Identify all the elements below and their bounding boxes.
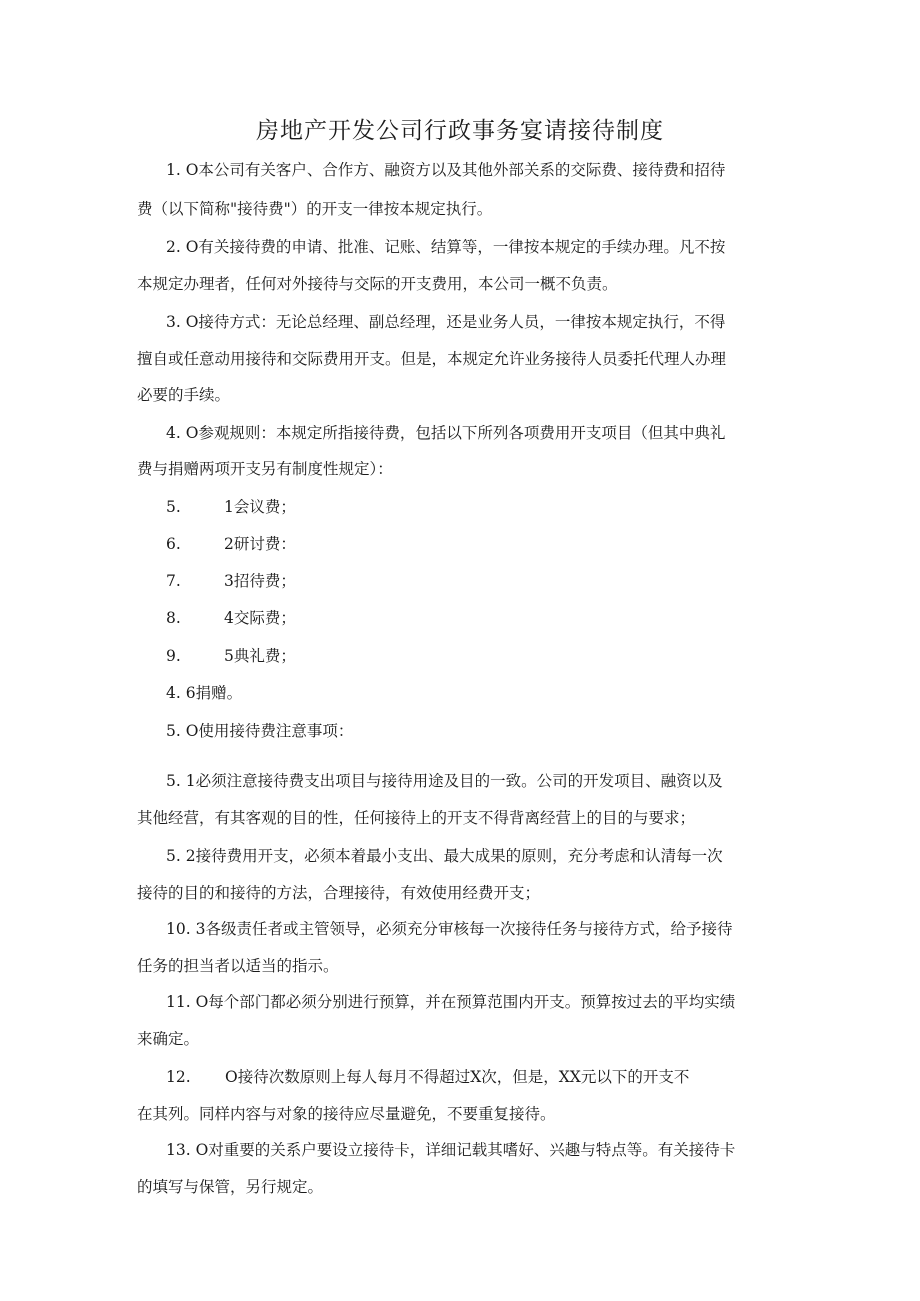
paragraph-12-line-1: 5. 1必须注意接待费支出项目与接待用途及目的一致。公司的开发项目、融资以及: [166, 772, 723, 790]
paragraph-16-line-2: 在其列。同样内容与对象的接待应尽量避免，不要重复接待。: [137, 1105, 556, 1123]
paragraph-13-line-1: 5. 2接待费用开支，必须本着最小支出、最大成果的原则，充分考虑和认清每一次: [166, 847, 723, 865]
paragraph-14-line-1: 10. 3各级责任者或主管领导，必须充分审核每一次接待任务与接待方式，给予接待: [166, 920, 733, 938]
list-item-number: 6.: [166, 535, 181, 553]
paragraph-3-line-1: 3. O接待方式：无论总经理、副总经理，还是业务人员，一律按本规定执行，不得: [166, 313, 726, 331]
paragraph-3-line-2: 擅自或任意动用接待和交际费用开支。但是，本规定允许业务接待人员委托代理人办理: [137, 350, 727, 368]
paragraph-1-line-2: 费（以下简称"接待费"）的开支一律按本规定执行。: [137, 200, 493, 218]
list-item-text: 3招待费；: [224, 572, 296, 590]
paragraph-11: 5. O使用接待费注意事项：: [166, 722, 354, 740]
list-item-number: 9.: [166, 647, 181, 665]
paragraph-17-line-1: 13. O对重要的关系户要设立接待卡，详细记载其嗜好、兴趣与特点等。有关接待卡: [166, 1141, 736, 1159]
list-item: [166, 496, 296, 518]
paragraph-12-line-2: 其他经营，有其客观的目的性，任何接待上的开支不得背离经营上的目的与要求；: [137, 809, 696, 827]
paragraph-17-line-2: 的填写与保管，另行规定。: [137, 1178, 324, 1196]
paragraph-10: 4. 6捐赠。: [166, 684, 243, 702]
list-item-text: 1会议费；: [224, 498, 296, 516]
list-item: [166, 607, 296, 629]
paragraph-2-line-2: 本规定办理者，任何对外接待与交际的开支费用，本公司一概不负责。: [137, 275, 618, 293]
list-item-number: 5.: [166, 498, 181, 516]
paragraph-15-line-1: 11. O每个部门都必须分别进行预算，并在预算范围内开支。预算按过去的平均实绩: [166, 993, 736, 1011]
paragraph-4-line-2: 费与捐赠两项开支另有制度性规定）：: [137, 460, 393, 478]
list-item-number: 8.: [166, 609, 181, 627]
paragraph-13-line-2: 接待的目的和接待的方法，合理接待，有效使用经费开支；: [137, 884, 541, 902]
list-item: [166, 570, 296, 592]
paragraph-1-line-1: 1. O本公司有关客户、合作方、融资方以及其他外部关系的交际费、接待费和招待: [166, 161, 726, 179]
list-item-number: 7.: [166, 572, 181, 590]
list-item-text: 4交际费；: [224, 609, 296, 627]
paragraph-16-text: O接待次数原则上每人每月不得超过X次，但是，XX元以下的开支不: [225, 1068, 690, 1086]
paragraph-4-line-1: 4. O参观规则：本规定所指接待费，包括以下所列各项费用开支项目（但其中典礼: [166, 424, 726, 442]
paragraph-15-line-2: 来确定。: [137, 1030, 200, 1048]
list-item: [166, 645, 296, 667]
document-title: 房地产开发公司行政事务宴请接待制度: [256, 118, 664, 144]
paragraph-16-number: 12.: [166, 1068, 191, 1086]
list-item-text: 2研讨费：: [224, 535, 296, 553]
paragraph-2-line-1: 2. O有关接待费的申请、批准、记账、结算等，一律按本规定的手续办理。凡不按: [166, 238, 726, 256]
paragraph-16-line-1: [166, 1066, 689, 1088]
list-item-text: 5典礼费；: [224, 647, 296, 665]
list-item: [166, 533, 296, 555]
paragraph-14-line-2: 任务的担当者以适当的指示。: [137, 957, 339, 975]
paragraph-3-line-3: 必要的手续。: [137, 386, 231, 404]
